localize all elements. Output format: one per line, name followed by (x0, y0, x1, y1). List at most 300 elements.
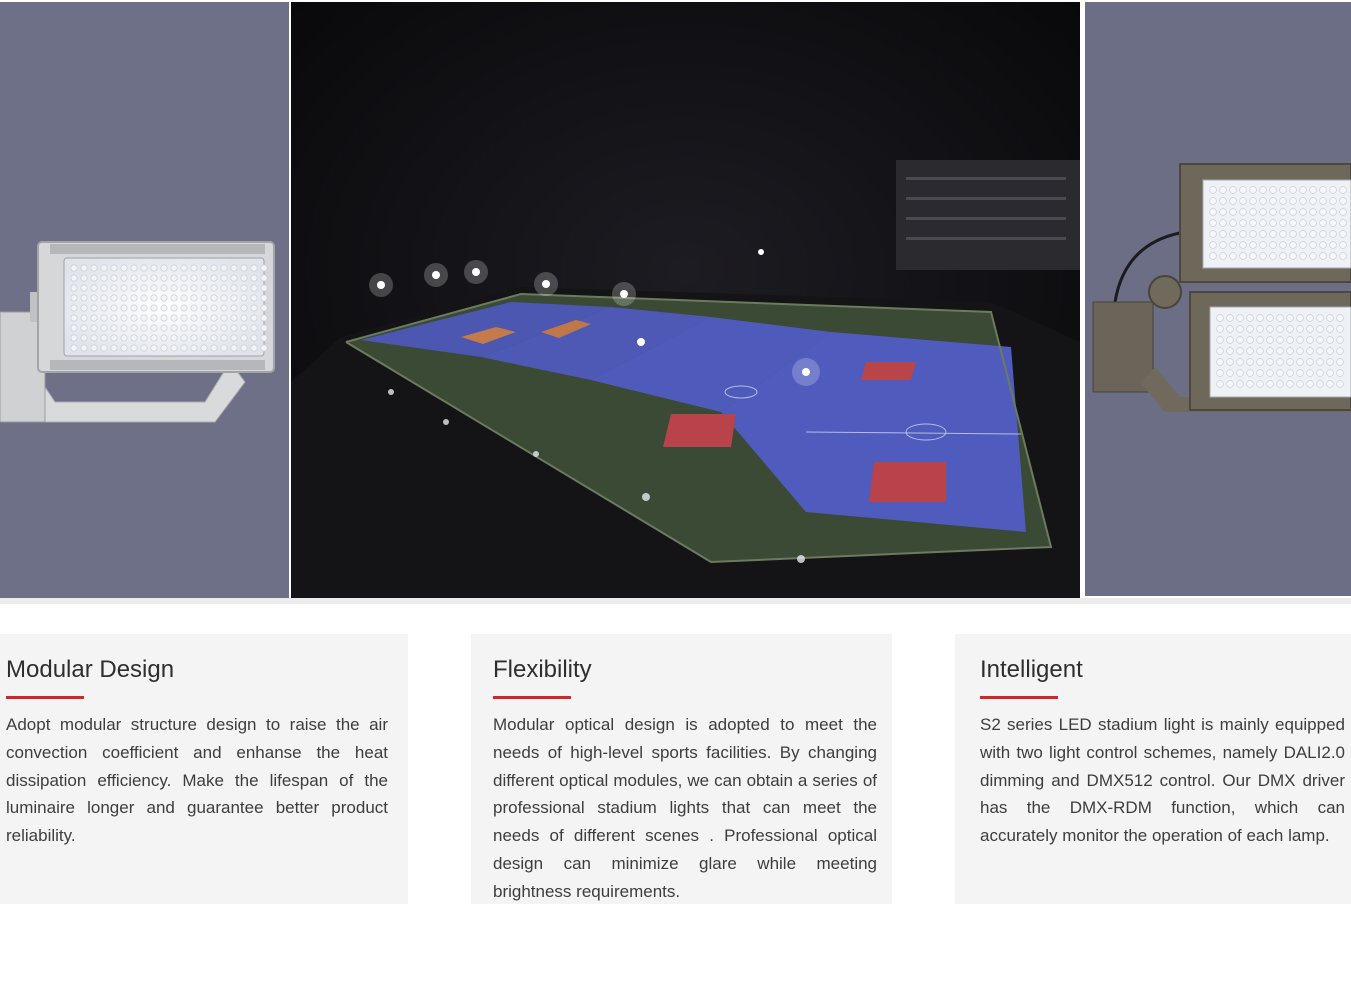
led-chip (231, 265, 237, 271)
led-chip (1267, 381, 1274, 388)
led-chip (101, 345, 107, 351)
led-chip (121, 295, 127, 301)
led-chip (1317, 381, 1324, 388)
led-chip (1320, 209, 1327, 216)
led-chip (1287, 381, 1294, 388)
feature-description: Adopt modular structure design to raise the air convection coefficient and enhanse the heat dissipation efficiency. Make the lifespan of the luminaire longer and guarantee better product reliability. (6, 715, 388, 846)
led-chip (211, 345, 217, 351)
led-chip (1307, 370, 1314, 377)
led-chip (241, 275, 247, 281)
led-chip (1310, 187, 1317, 194)
led-chip (1260, 198, 1267, 205)
led-chip (1270, 220, 1277, 227)
led-chip (1330, 231, 1337, 238)
led-chip (151, 315, 157, 321)
led-chip (1327, 370, 1334, 377)
led-chip (1257, 348, 1264, 355)
led-chip (201, 305, 207, 311)
led-chip (1270, 242, 1277, 249)
led-chip (241, 265, 247, 271)
led-chip (1237, 348, 1244, 355)
led-chip (91, 315, 97, 321)
led-chip (1310, 209, 1317, 216)
led-chip (101, 275, 107, 281)
led-chip (201, 325, 207, 331)
led-chip (1250, 231, 1257, 238)
led-chip (141, 325, 147, 331)
led-chip (1250, 187, 1257, 194)
led-chip (1267, 315, 1274, 322)
led-chip (1297, 348, 1304, 355)
led-chip (1210, 242, 1217, 249)
led-chip (131, 335, 137, 341)
led-chip (231, 315, 237, 321)
led-chip (1210, 231, 1217, 238)
led-chip (1320, 253, 1327, 260)
led-chip (1237, 326, 1244, 333)
led-chip (151, 345, 157, 351)
led-chip (1320, 198, 1327, 205)
led-chip (91, 275, 97, 281)
led-chip (91, 265, 97, 271)
led-chip (1257, 370, 1264, 377)
led-chip (1260, 187, 1267, 194)
led-chip (131, 285, 137, 291)
led-chip (1247, 315, 1254, 322)
led-chip (141, 295, 147, 301)
led-chip (1227, 359, 1234, 366)
led-chip (171, 285, 177, 291)
led-chip (1240, 209, 1247, 216)
led-chip (1297, 326, 1304, 333)
led-chip (111, 295, 117, 301)
led-chip (261, 305, 267, 311)
led-chip (1277, 337, 1284, 344)
feature-title: Flexibility (493, 656, 592, 683)
led-chip (1247, 370, 1254, 377)
led-chip (1230, 231, 1237, 238)
led-chip (131, 295, 137, 301)
led-chip (1277, 381, 1284, 388)
led-chip (161, 295, 167, 301)
led-chip (1307, 315, 1314, 322)
feature-title: Intelligent (980, 656, 1083, 683)
led-chip (121, 325, 127, 331)
led-chip (1217, 326, 1224, 333)
led-chip (1327, 315, 1334, 322)
led-chip (1240, 220, 1247, 227)
led-chip (191, 275, 197, 281)
led-chip (1280, 231, 1287, 238)
led-chip (1310, 198, 1317, 205)
led-chip (1307, 359, 1314, 366)
led-chip (1330, 198, 1337, 205)
led-chip (261, 315, 267, 321)
led-chip (71, 345, 77, 351)
led-chip (1210, 187, 1217, 194)
led-chip (241, 335, 247, 341)
led-chip (1300, 187, 1307, 194)
led-chip (241, 305, 247, 311)
led-chip (71, 295, 77, 301)
led-chip (141, 305, 147, 311)
led-chip (1327, 359, 1334, 366)
led-chip (1340, 231, 1347, 238)
led-chip (1317, 370, 1324, 377)
led-chip (231, 295, 237, 301)
led-chip (71, 335, 77, 341)
led-chip (1320, 231, 1327, 238)
led-chip (161, 325, 167, 331)
led-chip (1337, 326, 1344, 333)
led-chip (1297, 381, 1304, 388)
led-chip (241, 285, 247, 291)
led-chip (1310, 253, 1317, 260)
led-chip (221, 285, 227, 291)
led-chip (261, 285, 267, 291)
led-chip (1297, 359, 1304, 366)
basketball-courts-night-photo (291, 2, 1080, 598)
led-chip (161, 275, 167, 281)
feature-description: Modular optical design is adopted to meet the needs of high-level sports facilities. By changing different optical modules, we can obtain a series of professional stadium lights that can meet the needs of different scenes . Professional optical design can minimize glare while meeting brightness requirements. (493, 715, 877, 901)
led-chip (1287, 326, 1294, 333)
led-chip (221, 325, 227, 331)
led-chip (1290, 198, 1297, 205)
led-chip (1267, 337, 1274, 344)
led-chip (101, 305, 107, 311)
led-chip (1210, 198, 1217, 205)
led-chip (1290, 209, 1297, 216)
led-chip (171, 295, 177, 301)
led-chip (1340, 198, 1347, 205)
led-chip (1217, 315, 1224, 322)
led-chip (141, 335, 147, 341)
led-chip (1327, 326, 1334, 333)
led-chip (1237, 337, 1244, 344)
led-chip (251, 325, 257, 331)
title-underline (493, 696, 571, 699)
led-chip (101, 315, 107, 321)
led-chip (131, 265, 137, 271)
led-chip (1237, 359, 1244, 366)
led-chip (221, 345, 227, 351)
led-chip (171, 325, 177, 331)
led-chip (191, 265, 197, 271)
led-chip (1257, 381, 1264, 388)
led-chip (111, 325, 117, 331)
led-chip (1320, 220, 1327, 227)
led-chip (231, 305, 237, 311)
led-chip (1337, 348, 1344, 355)
led-chip (191, 345, 197, 351)
led-chip (91, 305, 97, 311)
led-chip (1230, 187, 1237, 194)
led-chip (191, 285, 197, 291)
led-chip (1217, 381, 1224, 388)
led-chip (251, 275, 257, 281)
led-chip (151, 275, 157, 281)
led-chip (1327, 381, 1334, 388)
led-chip (1337, 370, 1344, 377)
led-chip (1320, 187, 1327, 194)
led-chip (1290, 253, 1297, 260)
led-chip (181, 345, 187, 351)
led-chip (121, 285, 127, 291)
led-chip (1277, 370, 1284, 377)
led-chip (1217, 370, 1224, 377)
led-chip (1307, 348, 1314, 355)
led-chip (1307, 381, 1314, 388)
led-chip (201, 345, 207, 351)
led-chip (131, 345, 137, 351)
led-chip (1270, 209, 1277, 216)
led-chip (71, 275, 77, 281)
led-chip (81, 335, 87, 341)
feature-card-modular-design (0, 634, 408, 904)
led-chip (181, 275, 187, 281)
title-underline (980, 696, 1058, 699)
led-chip (1330, 242, 1337, 249)
led-chip (121, 315, 127, 321)
led-chip (1250, 242, 1257, 249)
divider-strip (0, 598, 1351, 604)
led-chip (151, 325, 157, 331)
led-chip (181, 265, 187, 271)
led-chip (1217, 348, 1224, 355)
led-chip (191, 295, 197, 301)
led-chip (201, 285, 207, 291)
led-chip (131, 315, 137, 321)
led-chip (1260, 242, 1267, 249)
led-chip (91, 345, 97, 351)
led-chip (101, 335, 107, 341)
led-chip (1330, 220, 1337, 227)
led-chip (251, 305, 257, 311)
title-underline (6, 696, 84, 699)
led-chip (211, 335, 217, 341)
led-chip (91, 285, 97, 291)
led-chip (151, 305, 157, 311)
led-chip (131, 325, 137, 331)
led-chip (1217, 337, 1224, 344)
led-chip (221, 305, 227, 311)
led-chip (1267, 370, 1274, 377)
led-chip (1297, 315, 1304, 322)
led-chip (1287, 315, 1294, 322)
led-chip (1277, 315, 1284, 322)
led-chip (111, 275, 117, 281)
led-chip (251, 345, 257, 351)
led-chip (151, 285, 157, 291)
led-chip (1227, 348, 1234, 355)
led-chip (1307, 337, 1314, 344)
led-chip (1260, 209, 1267, 216)
led-chip (1290, 242, 1297, 249)
led-chip (1240, 231, 1247, 238)
led-chip (181, 295, 187, 301)
led-chip (1320, 242, 1327, 249)
led-chip (1247, 337, 1254, 344)
led-chip (1220, 198, 1227, 205)
led-chip (1227, 370, 1234, 377)
led-chip (191, 335, 197, 341)
led-chip (221, 275, 227, 281)
led-chip (1270, 231, 1277, 238)
led-chip (161, 305, 167, 311)
feature-description: S2 series LED stadium light is mainly equipped with two light control schemes, namely DALI2.0 dimming and DMX512 control. Our DMX driver has the DMX-RDM function, which can accurately monitor the operation of each lamp. (980, 715, 1345, 846)
led-chip (1317, 326, 1324, 333)
led-chip (1280, 209, 1287, 216)
led-chip (71, 315, 77, 321)
led-chip (1240, 253, 1247, 260)
led-chip (261, 345, 267, 351)
led-chip (1247, 359, 1254, 366)
led-chip (81, 275, 87, 281)
led-chip (71, 325, 77, 331)
led-chip (1280, 198, 1287, 205)
led-chip (71, 265, 77, 271)
led-chip (81, 285, 87, 291)
led-chip (1307, 326, 1314, 333)
led-chip (91, 295, 97, 301)
led-chip (1327, 348, 1334, 355)
led-chip (1267, 326, 1274, 333)
led-chip (1210, 253, 1217, 260)
led-chip (1297, 370, 1304, 377)
led-chip (1247, 381, 1254, 388)
led-chip (1297, 337, 1304, 344)
led-chip (1237, 315, 1244, 322)
led-chip (1250, 198, 1257, 205)
led-chip (181, 315, 187, 321)
led-chip (1220, 220, 1227, 227)
led-chip (231, 275, 237, 281)
led-chip (1260, 231, 1267, 238)
led-chip (161, 335, 167, 341)
led-chip (1337, 381, 1344, 388)
led-chip (1280, 220, 1287, 227)
led-chip (161, 265, 167, 271)
led-chip (1330, 253, 1337, 260)
led-chip (1310, 242, 1317, 249)
led-chip (1310, 220, 1317, 227)
led-chip (181, 305, 187, 311)
led-chip (251, 335, 257, 341)
led-chip (211, 305, 217, 311)
led-chip (1247, 348, 1254, 355)
led-chip (151, 335, 157, 341)
led-chip (1237, 381, 1244, 388)
led-chip (1210, 220, 1217, 227)
led-chip (211, 275, 217, 281)
led-chip (241, 325, 247, 331)
led-chip (1250, 220, 1257, 227)
led-chip (1327, 337, 1334, 344)
led-chip (101, 325, 107, 331)
led-chip (211, 295, 217, 301)
led-chip (91, 325, 97, 331)
led-chip (1220, 253, 1227, 260)
led-chip (1227, 326, 1234, 333)
led-chip (1237, 370, 1244, 377)
led-chip (1240, 187, 1247, 194)
led-chip (231, 335, 237, 341)
led-chip (1230, 220, 1237, 227)
led-chip (1317, 348, 1324, 355)
led-chip (241, 345, 247, 351)
led-chip (1240, 198, 1247, 205)
led-chip (211, 285, 217, 291)
led-chip (1290, 220, 1297, 227)
led-chip (1340, 209, 1347, 216)
led-chip (251, 265, 257, 271)
led-chip (121, 345, 127, 351)
feature-card-flexibility (471, 634, 892, 904)
led-chip (1280, 253, 1287, 260)
feature-card-intelligent (955, 634, 1351, 904)
led-chip (1257, 337, 1264, 344)
led-chip (171, 315, 177, 321)
led-chip (1340, 253, 1347, 260)
led-chip (221, 295, 227, 301)
led-chip (1227, 315, 1234, 322)
led-chip (1337, 359, 1344, 366)
led-chip (111, 315, 117, 321)
led-chip (101, 265, 107, 271)
led-chip (1270, 187, 1277, 194)
led-chip (261, 295, 267, 301)
led-chip (151, 295, 157, 301)
led-chip (81, 295, 87, 301)
led-chip (211, 325, 217, 331)
led-chip (1257, 326, 1264, 333)
led-chip (1287, 359, 1294, 366)
led-chip (1230, 242, 1237, 249)
led-chip (201, 295, 207, 301)
led-chip (1287, 370, 1294, 377)
led-chip (161, 315, 167, 321)
led-chip (191, 305, 197, 311)
led-chip (1330, 187, 1337, 194)
led-chip (111, 305, 117, 311)
led-chip (1247, 326, 1254, 333)
led-chip (151, 265, 157, 271)
led-chip (141, 315, 147, 321)
led-chip (1217, 359, 1224, 366)
led-chip (171, 335, 177, 341)
led-chip (1270, 253, 1277, 260)
led-chip (1277, 326, 1284, 333)
led-chip (101, 295, 107, 301)
led-chip (261, 335, 267, 341)
led-chip (1317, 337, 1324, 344)
led-chip (1270, 198, 1277, 205)
led-chip (1220, 209, 1227, 216)
led-chip (111, 265, 117, 271)
led-chip (81, 265, 87, 271)
led-chip (1280, 242, 1287, 249)
led-chip (1340, 220, 1347, 227)
led-chip (1300, 209, 1307, 216)
led-chip (171, 275, 177, 281)
floodlight-single-module-image (0, 2, 289, 598)
led-chip (1230, 209, 1237, 216)
led-chip (201, 335, 207, 341)
led-chip (1210, 209, 1217, 216)
led-chip (121, 265, 127, 271)
led-chip (81, 325, 87, 331)
led-chip (1220, 231, 1227, 238)
